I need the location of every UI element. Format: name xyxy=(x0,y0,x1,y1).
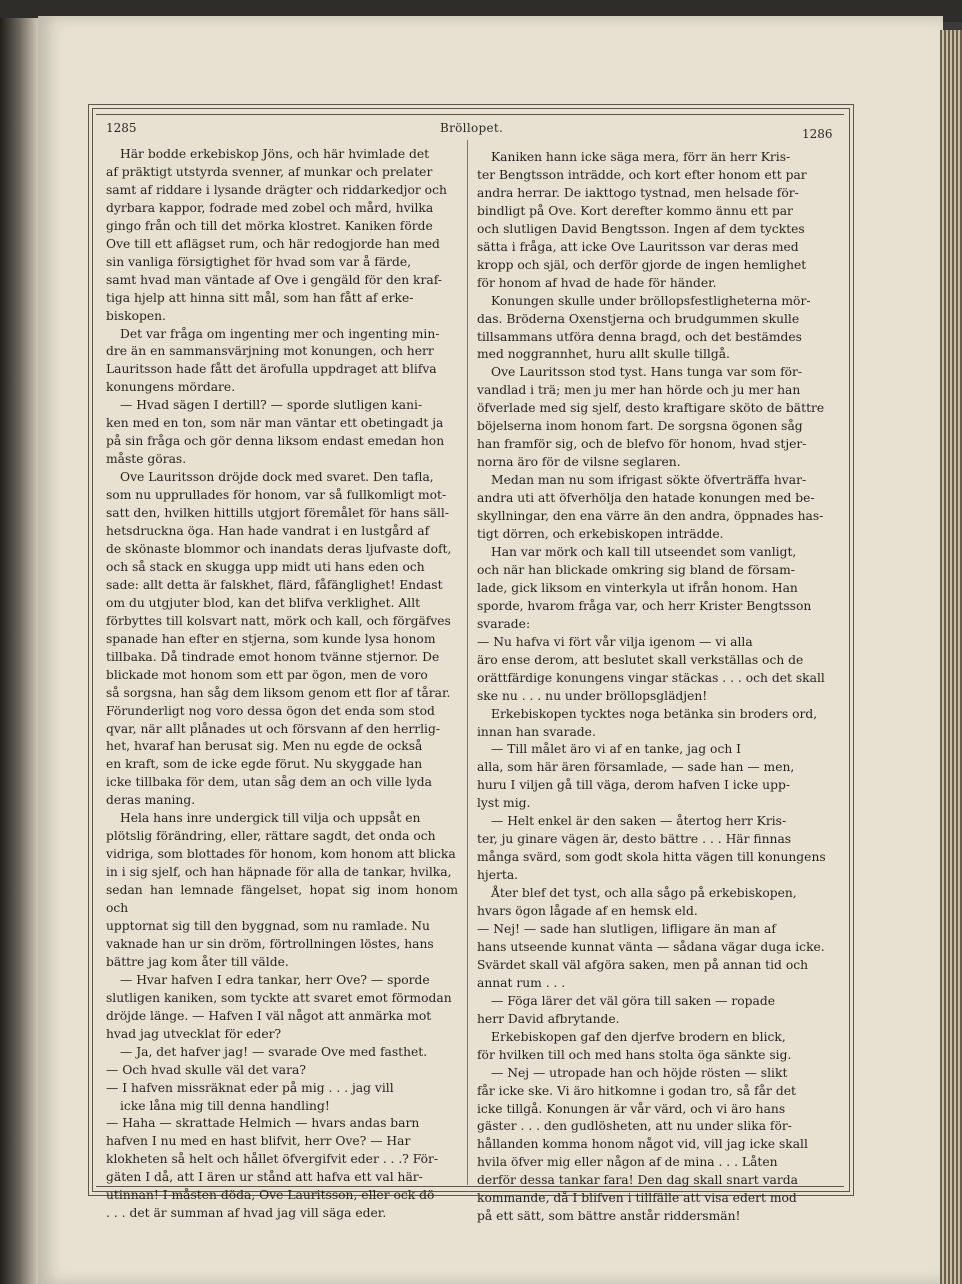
text-line: — Föga lärer det väl göra till saken — ropade xyxy=(491,993,775,1008)
text-line: plötslig förändring, eller, rättare sagdt, det onda och xyxy=(106,829,436,844)
text-line: Han var mörk och kall till utseendet som vanligt, xyxy=(491,544,797,559)
text-line: Förunderligt nog voro dessa ögon det enda som stod xyxy=(106,703,435,718)
text-line: vaknade han ur sin dröm, förtrollningen löstes, hans xyxy=(106,936,434,951)
text-line: annat rum . . . xyxy=(477,975,566,990)
text-line: deras maning. xyxy=(106,793,196,808)
text-line: gingo från och till det mörka klostret. Kaniken förde xyxy=(106,218,433,233)
text-line: — Nu hafva vi fört vår vilja igenom — vi alla xyxy=(477,634,753,649)
text-line: och så stack en skugga upp midt uti hans eden och xyxy=(106,559,425,574)
text-line: sade: allt detta är falskhet, flärd, fåfänglighet! Endast xyxy=(106,577,443,592)
left-text-column xyxy=(106,146,458,1223)
text-line: dröjde länge. — Hafven I väl något att anmärka mot xyxy=(106,1008,432,1023)
text-line: Konungen skulle under bröllopsfestligheterna mör- xyxy=(491,293,811,308)
text-line: för honom af hvad de hade för händer. xyxy=(477,275,717,290)
text-line: — Till målet äro vi af en tanke, jag och I xyxy=(491,742,742,757)
header-rule xyxy=(96,114,844,115)
text-line: Här bodde erkebiskop Jöns, och här hvimlade det xyxy=(120,147,430,161)
text-line: Ove Lauritsson stod tyst. Hans tunga var som för- xyxy=(491,365,803,380)
text-line: Ove Lauritsson dröjde dock med svaret. Den tafla, xyxy=(120,470,434,485)
text-line: utinnan! I måsten döda, Ove Lauritsson, eller ock dö xyxy=(106,1188,435,1203)
text-line: hvad jag utvecklat för eder? xyxy=(106,1026,282,1041)
text-line: upptornat sig till den byggnad, som nu ramlade. Nu xyxy=(106,918,430,933)
text-line: Erkebiskopen tycktes noga betänka sin broders ord, xyxy=(491,706,818,721)
text-line: orättfärdige konungens vingar stäckas . . . och det skall xyxy=(477,670,825,685)
text-line: sätta i fråga, att icke Ove Lauritsson var deras med xyxy=(477,239,799,254)
text-line: vandlad i trä; men ju mer han hörde och ju mer han xyxy=(477,383,801,398)
text-line: bindligt på Ove. Kort derefter kommo ännu ett par xyxy=(477,203,793,218)
text-line: — Och hvad skulle väl det vara? xyxy=(106,1062,306,1077)
text-line: kropp och själ, och derför gjorde de ingen hemlighet xyxy=(477,257,807,272)
text-line: får icke ske. Vi äro hitkomne i godan tro, så får det xyxy=(477,1083,796,1098)
text-line: klokheten så helt och hållet öfvergifvit eder . . .? För- xyxy=(106,1152,439,1167)
text-line: ske nu . . . nu under bröllopsglädjen! xyxy=(477,688,708,703)
text-line: de skönaste blommor och inandats deras ljufvaste doft, xyxy=(106,541,452,556)
text-line: satt den, hvilken hittills utgjort föremålet för hans säll- xyxy=(106,506,449,521)
text-line: samt af riddare i lysande drägter och riddarkedjor och xyxy=(106,182,447,197)
text-line: på sin fråga och gör denna liksom endast emedan hon xyxy=(106,434,445,449)
text-line: — I hafven missräknat eder på mig . . . jag vill xyxy=(106,1080,394,1095)
text-line: kommande, då I blifven i tillfälle att visa edert mod xyxy=(477,1191,797,1206)
text-line: Svärdet skall väl afgöra saken, men på annan tid och xyxy=(477,957,809,972)
text-line: tigt dörren, och erkebiskopen inträdde. xyxy=(477,527,724,542)
text-line: ter, ju ginare vägen är, desto bättre . . . Här finnas xyxy=(477,832,792,847)
text-line: han framför sig, och de blefvo för honom, hvad stjer- xyxy=(477,437,807,452)
text-line: Det var fråga om ingenting mer och ingenting min- xyxy=(120,326,440,341)
text-line: tillbaka. Då tindrade emot honom tvänne stjernor. De xyxy=(106,649,440,664)
text-line: ter Bengtsson inträdde, och kort efter honom ett par xyxy=(477,167,807,182)
text-line: och slutligen David Bengtsson. Ingen af dem tycktes xyxy=(477,221,805,236)
text-line: svarade: xyxy=(477,616,531,631)
text-line: het, hvaraf han berusat sig. Men nu egde de också xyxy=(106,739,423,754)
text-line: sporde, hvarom fråga var, och herr Krister Bengtsson xyxy=(477,598,812,613)
text-line: om du utgjuter blod, kan det blifva verklighet. Allt xyxy=(106,595,421,610)
text-line: andra uti att öfverhölja den hatade konungen med be- xyxy=(477,491,815,506)
text-line: konungens mördare. xyxy=(106,380,236,395)
text-line: tiga hjelp att hinna sitt mål, som han fått af erke- xyxy=(106,290,414,305)
text-line: slutligen kaniken, som tyckte att svaret emot förmodan xyxy=(106,990,452,1005)
right-page-number: 1286 xyxy=(802,127,833,141)
text-line: derför dessa tankar fara! Den dag skall snart varda xyxy=(477,1173,798,1188)
text-line: qvar, när allt plånades ut och försvann af den herrlig- xyxy=(106,721,441,736)
text-line: äro ense derom, att beslutet skall verkställas och de xyxy=(477,652,804,667)
text-line: skyllningar, den ena värre än den andra, öppnades has- xyxy=(477,509,824,524)
text-line: sedan han lemnade fängelset, hopat sig inom honom och xyxy=(106,883,458,916)
text-line: — Helt enkel är den saken — återtog herr Kris- xyxy=(491,814,787,829)
text-line: dre än en sammansvärjning mot konungen, och herr xyxy=(106,344,434,359)
text-line: öfverlade med sig sjelf, desto kraftigare sköto de bättre xyxy=(477,401,825,416)
text-line: tillsammans utföra denna bragd, och det bestämdes xyxy=(477,329,802,344)
text-line: måste göras. xyxy=(106,452,187,467)
text-line: förbyttes till kolsvart natt, mörk och kall, och förgäfves xyxy=(106,613,451,628)
text-line: biskopen. xyxy=(106,308,166,323)
text-line: hetsdruckna öga. Han hade vandrat i en lustgård af xyxy=(106,524,430,539)
text-line: böjelserna inom honom fart. De sorgsna ögonen såg xyxy=(477,419,803,434)
previous-page-edge xyxy=(0,18,40,1284)
text-line: — Ja, det hafver jag! — svarade Ove med fasthet. xyxy=(120,1044,428,1059)
text-line: blickade mot honom som ett par ögon, men de voro xyxy=(106,667,428,682)
text-line: samt hvad man väntade af Ove i gengäld för den kraf- xyxy=(106,272,442,287)
text-line: hafven I nu med en hast blifvit, herr Ove? — Har xyxy=(106,1134,411,1149)
text-line: Medan man nu som ifrigast sökte öfverträffa hvar- xyxy=(491,473,807,488)
text-line: många svärd, som godt skola hitta vägen till konungens xyxy=(477,850,826,865)
text-line: . . . det är summan af hvad jag vill säga eder. xyxy=(106,1206,387,1221)
text-line: — Haha — skrattade Helmich — hvars andas barn xyxy=(106,1116,420,1131)
text-line: bättre jag kom åter till välde. xyxy=(106,954,289,969)
right-text-column xyxy=(477,149,829,1226)
text-line: icke tillgå. Konungen är vår värd, och vi äro hans xyxy=(477,1101,786,1116)
text-line: alla, som här ären församlade, — sade han — men, xyxy=(477,760,795,775)
text-line: hans utseende kunnat vänta — sådana vägar duga icke. xyxy=(477,939,825,954)
text-line: dyrbara kappor, fodrade med zobel och mård, hvilka xyxy=(106,200,434,215)
text-line: gäten I då, att I ären ur stånd att hafva ett val här- xyxy=(106,1170,423,1185)
left-page-number: 1285 xyxy=(106,121,137,135)
text-line: sin vanliga försigtighet för hvad som var å färde, xyxy=(106,254,412,269)
text-line: för hvilken till och med hans stolta öga sänkte sig. xyxy=(477,1047,792,1062)
text-line: — Hvar hafven I edra tankar, herr Ove? — sporde xyxy=(120,972,430,987)
text-line: herr David afbrytande. xyxy=(477,1011,620,1026)
text-line: hållanden komma honom något vid, vill jag icke skall xyxy=(477,1137,808,1152)
text-line: hjerta. xyxy=(477,868,519,883)
text-line: — Hvad sägen I dertill? — sporde slutligen kani- xyxy=(120,398,423,413)
text-line: Kaniken hann icke säga mera, förr än herr Kris- xyxy=(491,150,791,164)
text-line: in i sig sjelf, och han häpnade för alla de tankar, hvilka, xyxy=(106,865,452,880)
text-line: Lauritsson hade fått det ärofulla uppdraget att blifva xyxy=(106,362,437,377)
text-line: af präktigt utstyrda svenner, af munkar och prelater xyxy=(106,164,433,179)
text-line: Hela hans inre undergick till vilja och uppsåt en xyxy=(120,811,421,826)
text-line: norna äro för de vilsne seglaren. xyxy=(477,455,681,470)
column-divider xyxy=(467,140,468,1185)
page-stack-edge xyxy=(940,30,962,1284)
text-line: hvars ögon lågade af en hemsk eld. xyxy=(477,904,698,919)
text-line: på ett sätt, som bättre anstår riddersmän! xyxy=(477,1209,741,1224)
text-line: och när han blickade omkring sig bland de försam- xyxy=(477,562,795,577)
text-line: huru I viljen gå till väga, derom hafven I icke upp- xyxy=(477,778,791,793)
text-line: vidriga, som blottades för honom, kom honom att blicka xyxy=(106,847,456,862)
text-line: lade, gick liksom en vinterkyla ut ifrån honom. Han xyxy=(477,580,798,595)
text-line: ken med en ton, som när man väntar ett obetingadt ja xyxy=(106,416,444,431)
text-line: — Nej! — sade han slutligen, lifligare än man af xyxy=(477,921,776,936)
text-line: Erkebiskopen gaf den djerfve brodern en blick, xyxy=(491,1029,786,1044)
text-line: gäster . . . den gudlösheten, att nu under slika för- xyxy=(477,1119,792,1134)
text-line: icke låna mig till denna handling! xyxy=(120,1098,330,1113)
text-line: med noggrannhet, huru allt skulle tillgå. xyxy=(477,347,730,362)
text-line: Ove till ett aflägset rum, och här redogjorde han med xyxy=(106,236,440,251)
text-line: innan han svarade. xyxy=(477,724,596,739)
text-line: en kraft, som de icke egde förut. Nu skyggade han xyxy=(106,757,423,772)
text-line: som nu upprullades för honom, var så fullkomligt mot- xyxy=(106,488,447,503)
text-line: andra herrar. De iakttogo tystnad, men helsade för- xyxy=(477,185,799,200)
text-line: så sorgsna, han såg dem liksom genom ett flor af tårar. xyxy=(106,685,451,700)
text-line: das. Bröderna Oxenstjerna och brudgummen skulle xyxy=(477,311,800,326)
text-line: — Nej — utropade han och höjde rösten — slikt xyxy=(491,1065,788,1080)
text-line: spanade han efter en stjerna, som kunde lysa honom xyxy=(106,631,436,646)
text-line: hvila öfver mig eller någon af de mina . . . Låten xyxy=(477,1155,778,1170)
running-title: Bröllopet. xyxy=(440,121,504,135)
text-line: icke tillbaka för dem, utan såg dem an och ville lyda xyxy=(106,775,432,790)
text-line: Åter blef det tyst, och alla sågo på erkebiskopen, xyxy=(491,886,797,901)
text-line: lyst mig. xyxy=(477,796,531,811)
